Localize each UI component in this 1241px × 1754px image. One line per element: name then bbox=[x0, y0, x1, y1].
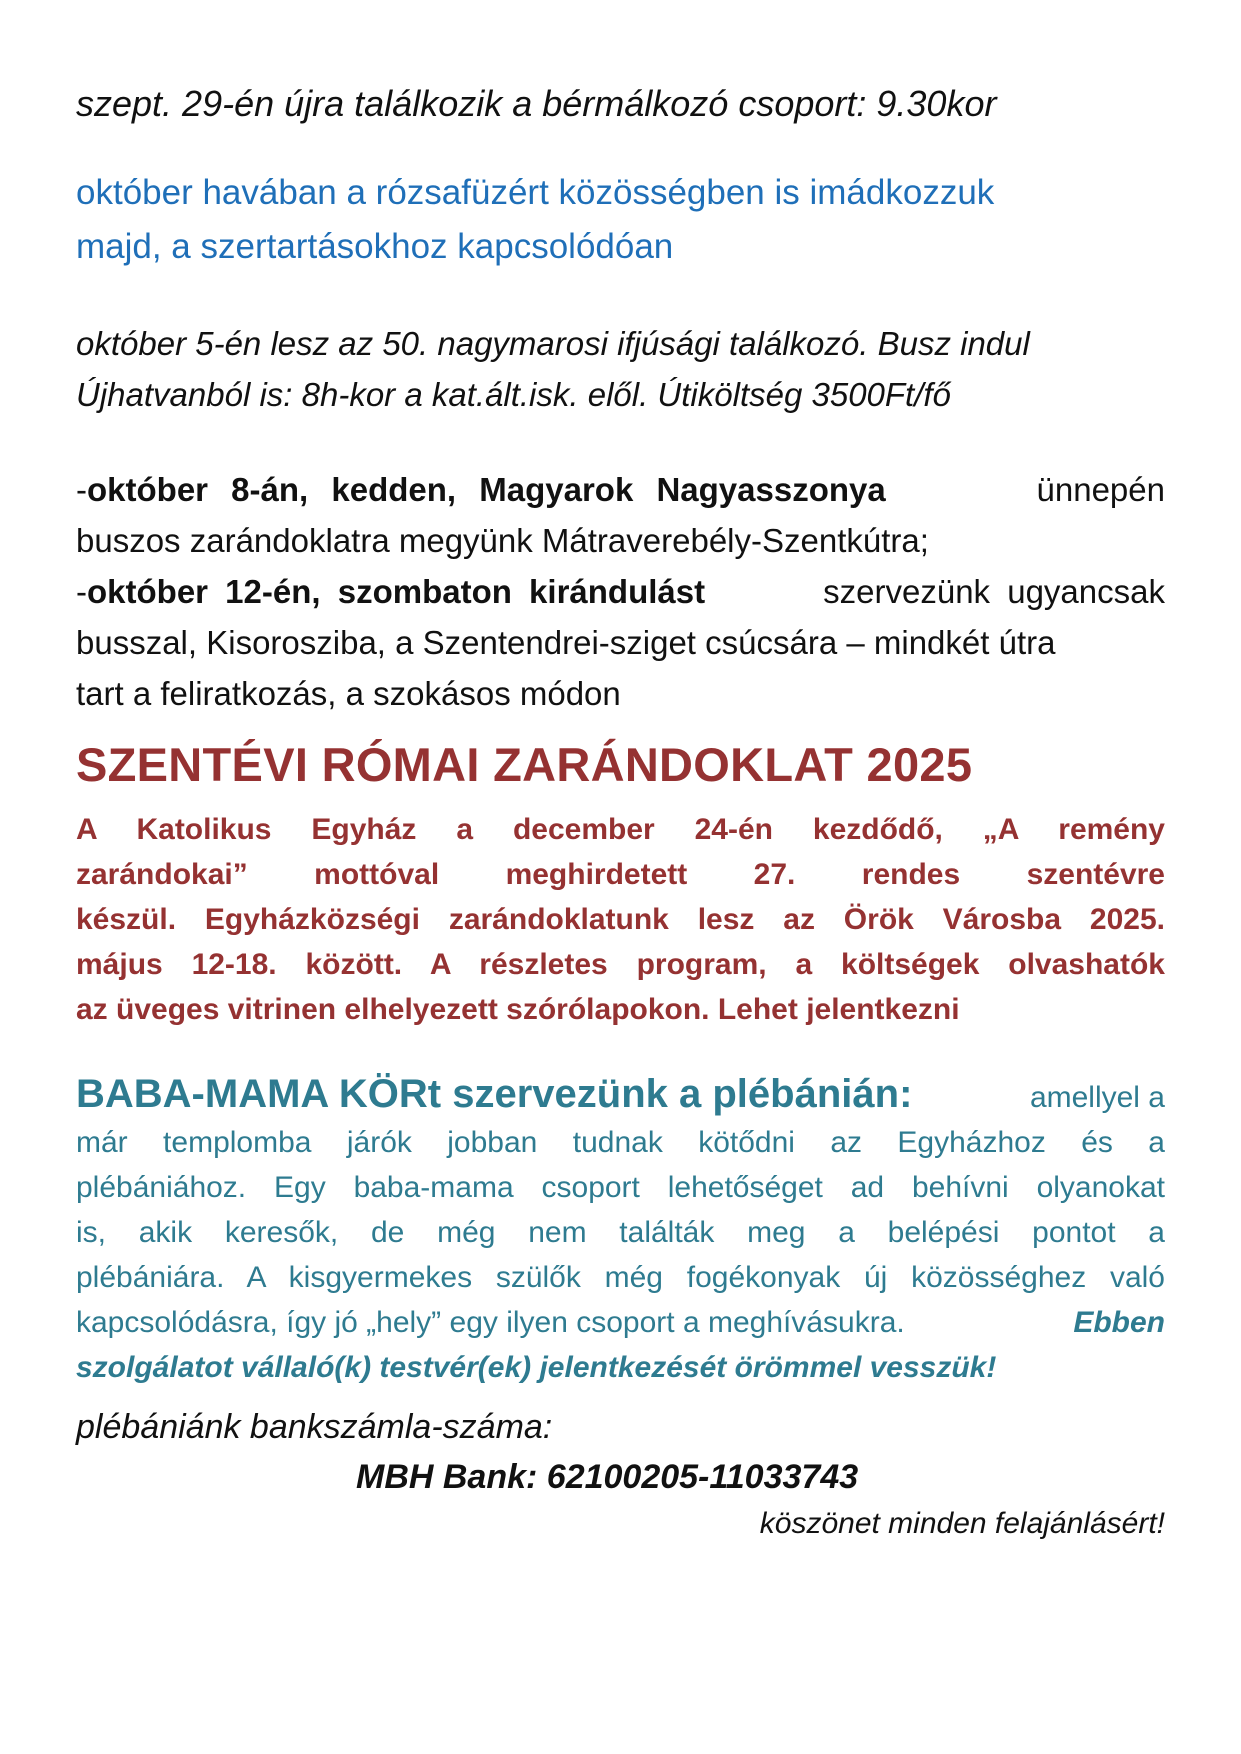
babamama-line: már templomba járók jobban tudnak kötődni az Egyházhoz és a bbox=[76, 1126, 1165, 1159]
youth-meeting-notice bbox=[76, 318, 1165, 420]
trip2-rest: szervezünk ugyancsak bbox=[823, 573, 1165, 610]
babamama-section bbox=[76, 1072, 1165, 1390]
trip2-date: október 12-én, szombaton kirándulást bbox=[87, 573, 706, 610]
trip1-rest: ünnepén bbox=[1036, 471, 1165, 508]
rome-line: A Katolikus Egyház a december 24-én kezdődő, „A remény bbox=[76, 813, 1165, 846]
babamama-line bbox=[76, 1072, 1165, 1120]
youth-line: október 5-én lesz az 50. nagymarosi ifjúsági találkozó. Busz indul bbox=[76, 325, 1030, 362]
rome-line: zarándokai” mottóval meghirdetett 27. rendes szentévre bbox=[76, 858, 1165, 891]
trip1-date: október 8-án, kedden, Magyarok Nagyasszonya bbox=[87, 471, 886, 508]
trip2-line2: busszal, Kisoroszibа, a Szentendrei-sziget csúcsára – mindkét útra bbox=[76, 624, 1056, 661]
babamama-line: plébániához. Egy baba-mama csoport lehetőséget ad behívni olyanokat bbox=[76, 1171, 1165, 1204]
rosary-line: majd, a szertartásokhoz kapcsolódóan bbox=[76, 227, 674, 266]
rome-line: készül. Egyházközségi zarándoklatunk lesz az Örök Városba 2025. bbox=[76, 903, 1165, 936]
trip2-line bbox=[76, 566, 1165, 617]
confirmation-notice: szept. 29-én újra találkozik a bérmálkozó csoport: 9.30kor bbox=[76, 83, 997, 124]
babamama-line bbox=[76, 1300, 1165, 1345]
trip1-line2: buszos zarándoklatra megyünk Mátraverebély-Szentkútra; bbox=[76, 522, 929, 559]
youth-line: Újhatvanból is: 8h-kor a kat.ált.isk. elől. Útiköltség 3500Ft/fő bbox=[76, 376, 951, 413]
trip1-prefix: - bbox=[76, 471, 87, 508]
bank-label: plébániánk bankszámla-száma: bbox=[76, 1408, 553, 1446]
babamama-volunteer-call: szolgálatot vállaló(k) testvér(ek) jelentkezését örömmel vesszük! bbox=[76, 1351, 997, 1384]
bank-account: MBH Bank: 62100205-11033743 bbox=[356, 1458, 859, 1496]
rome-body bbox=[76, 807, 1165, 1032]
thanks-note: köszönet minden felajánlásért! bbox=[759, 1507, 1165, 1540]
rosary-line: október havában a rózsafüzért közösségben is imádkozzuk bbox=[76, 173, 995, 212]
trip2-prefix: - bbox=[76, 573, 87, 610]
babamama-line: is, akik keresők, de még nem találták meg a belépési pontot a bbox=[76, 1216, 1165, 1249]
babamama-line6-bold: Ebben bbox=[1073, 1306, 1165, 1339]
babamama-line6-plain: kapcsolódásra, így jó „hely” egy ilyen csoport a meghívásukra. bbox=[76, 1306, 905, 1339]
babamama-line: plébániára. A kisgyermekes szülők még fogékonyak új közösséghez való bbox=[76, 1261, 1165, 1294]
rome-heading: SZENTÉVI RÓMAI ZARÁNDOKLAT 2025 bbox=[76, 738, 973, 791]
babamama-heading: BABA-MAMA KÖRt szervezünk a plébánián: bbox=[76, 1072, 913, 1116]
babamama-line1-rest: amellyel a bbox=[1029, 1081, 1165, 1114]
trips-notice bbox=[76, 464, 1165, 719]
rosary-notice bbox=[76, 166, 1165, 274]
rome-line: az üveges vitrinen elhelyezett szórólapokon. Lehet jelentkezni bbox=[76, 993, 960, 1026]
trip2-line3: tart a feliratkozás, a szokásos módon bbox=[76, 675, 621, 712]
rome-line: május 12-18. között. A részletes program, a költségek olvashatók bbox=[76, 948, 1165, 981]
trip1-line bbox=[76, 464, 1165, 515]
